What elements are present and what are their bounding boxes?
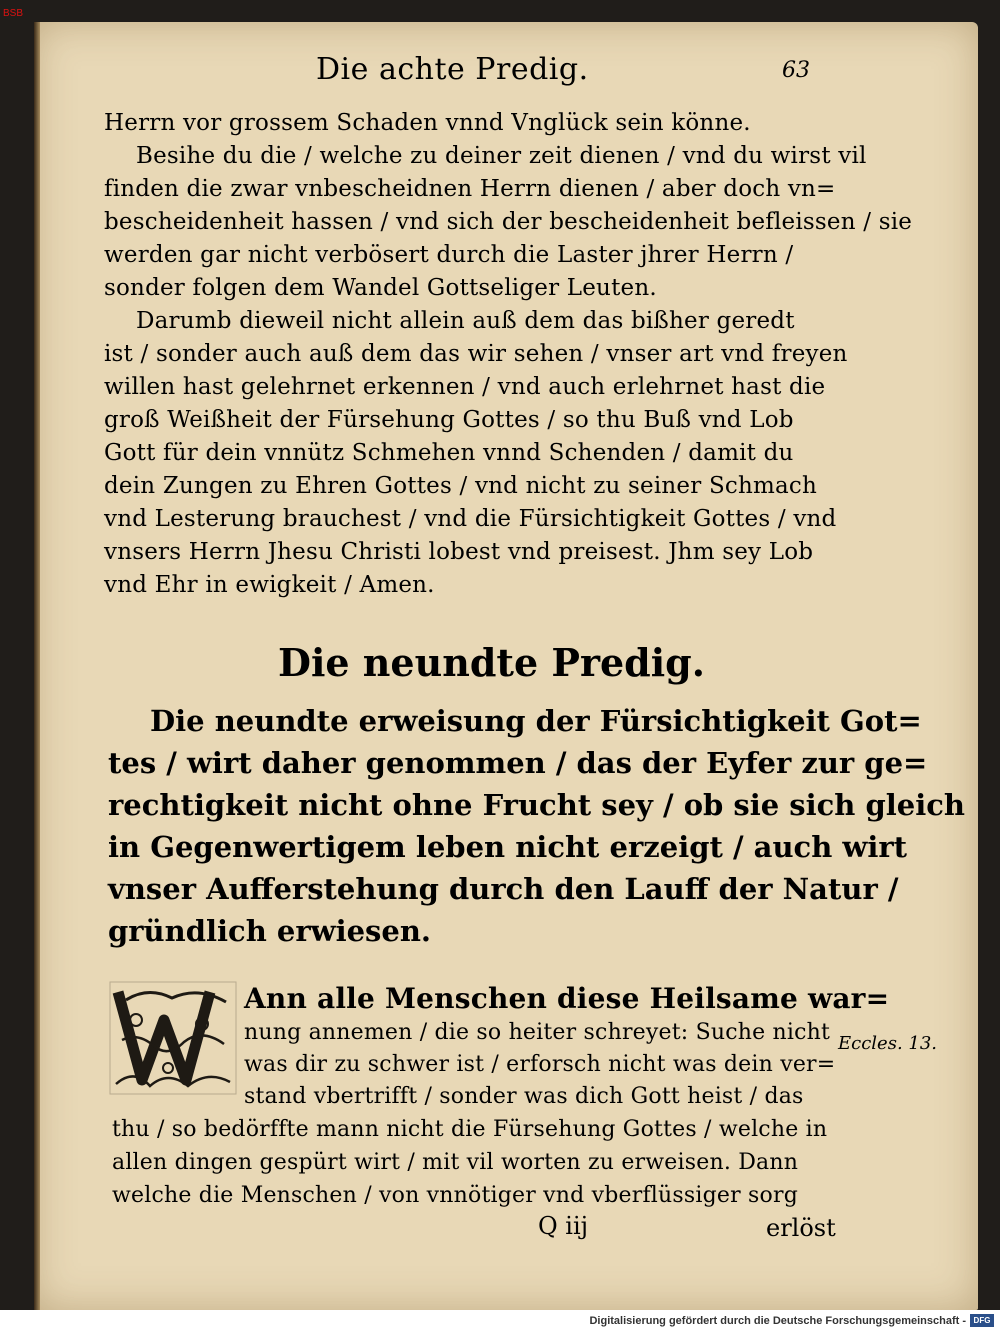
body-line: bescheidenheit hassen / vnd sich der bescheidenheit befleissen / sie (104, 209, 913, 235)
text-line: allen dingen gespürt wirt / mit vil worten zu erweisen. Dann (112, 1150, 799, 1175)
chapter-summary-line: gründlich erwiesen. (108, 914, 431, 948)
margin-note: Eccles. 13. (838, 1033, 938, 1054)
body-line: vnsers Herrn Jhesu Christi lobest vnd preisest. Jhm sey Lob (104, 539, 814, 565)
body-line: ist / sonder auch auß dem das wir sehen / vnser art vnd freyen (104, 341, 848, 367)
body-line: Gott für dein vnnütz Schmehen vnnd Schenden / damit du (104, 440, 794, 466)
digitization-footer (0, 1310, 1000, 1332)
chapter-summary-line: Die neundte erweisung der Fürsichtigkeit Got= (150, 704, 922, 738)
chapter-title: Die neundte Predig. (278, 640, 705, 685)
library-mark: BSB (3, 8, 24, 19)
body-line: sonder folgen dem Wandel Gottseliger Leuten. (104, 275, 657, 301)
footer-credit: Digitalisierung gefördert durch die Deutsche Forschungsgemeinschaft - (589, 1315, 966, 1327)
body-line: vnd Ehr in ewigkeit / Amen. (104, 572, 435, 598)
body-line: Herrn vor grossem Schaden vnnd Vnglück sein könne. (104, 110, 751, 136)
body-line: groß Weißheit der Fürsehung Gottes / so thu Buß vnd Lob (104, 407, 794, 433)
body-line: vnd Lesterung brauchest / vnd die Fürsichtigkeit Gottes / vnd (104, 506, 837, 532)
signature-mark: Q iij (538, 1212, 589, 1240)
catchword: erlöst (766, 1214, 836, 1242)
text-line: nung annemen / die so heiter schreyet: Suche nicht (244, 1020, 831, 1045)
chapter-summary-line: in Gegenwertigem leben nicht erzeigt / auch wirt (108, 830, 908, 864)
running-head: Die achte Predig. (316, 52, 589, 87)
text-line: Ann alle Menschen diese Heilsame war= (244, 982, 890, 1015)
decorated-initial-w-icon (108, 980, 238, 1096)
body-line: Darumb dieweil nicht allein auß dem das bißher geredt (136, 308, 795, 334)
text-line: welche die Menschen / von vnnötiger vnd vberflüssiger sorg (112, 1183, 798, 1208)
chapter-summary-line: tes / wirt daher genommen / das der Eyfer zur ge= (108, 746, 928, 780)
body-line: werden gar nicht verbösert durch die Laster jhrer Herrn / (104, 242, 794, 268)
body-line: finden die zwar vnbescheidnen Herrn dienen / aber doch vn= (104, 176, 836, 202)
page-gutter-edge (34, 22, 40, 1310)
dfg-logo-icon: DFG (970, 1314, 994, 1327)
text-line: was dir zu schwer ist / erforsch nicht was dein ver= (244, 1052, 836, 1077)
body-line: willen hast gelehrnet erkennen / vnd auch erlehrnet hast die (104, 374, 826, 400)
text-line: stand vbertrifft / sonder was dich Gott heist / das (244, 1084, 804, 1109)
body-line: dein Zungen zu Ehren Gottes / vnd nicht zu seiner Schmach (104, 473, 818, 499)
chapter-summary-line: rechtigkeit nicht ohne Frucht sey / ob sie sich gleich (108, 788, 965, 822)
page-number: 63 (782, 58, 810, 83)
body-line: Besihe du die / welche zu deiner zeit dienen / vnd du wirst vil (136, 143, 867, 169)
text-line: thu / so bedörffte mann nicht die Fürsehung Gottes / welche in (112, 1117, 828, 1142)
chapter-summary-line: vnser Aufferstehung durch den Lauff der Natur / (108, 872, 899, 906)
